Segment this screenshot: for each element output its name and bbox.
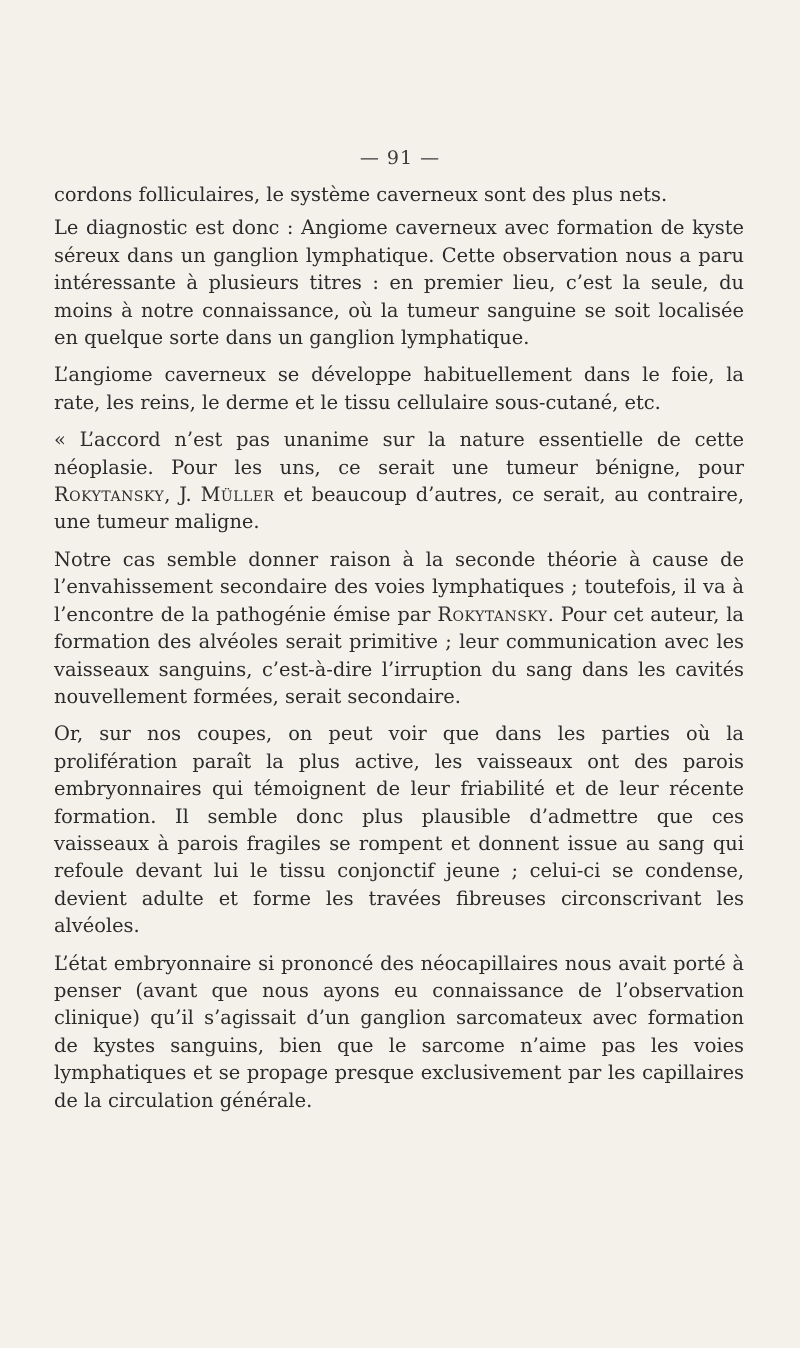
author-name-rokytansky: Rokytansky (437, 602, 548, 626)
paragraph-nature-debate (54, 426, 744, 536)
author-name-rokytansky: Rokytansky (54, 483, 165, 507)
author-name-muller: Müller (200, 483, 275, 507)
paragraph-embryonic-state: L’état embryonnaire si prononcé des néocapillaires nous avait porté à penser (avant que nous ayons eu connaissance de l’observation clinique) qu’il s’agissait d’un ganglion sarcomateux avec formation de kystes sanguins, bien que le sarcome n’aime pas les voies lymphatiques et se propage presque exclusivement par les capillaires de la circulation générale. (54, 951, 744, 1112)
paragraph-diagnosis: Le diagnostic est donc : Angiome caverneux avec formation de kyste séreux dans un ganglion lymphatique. Cette observation nous a paru intéressante à plusieurs titres : en premier lieu, c’est la seule, du moins à notre connaissance, où la tumeur sanguine se soit localisée en quelque sorte dans un ganglion lymphatique. (54, 216, 744, 350)
text-segment: Notre cas semble donner raison à la seconde théorie à cause de l’envahissement secondaire des voies lymphatiques ; toutefois, il va à l’encontre de la pathogénie émise par (54, 547, 744, 626)
paragraph-our-case (54, 546, 744, 710)
page-number: — 91 — (359, 147, 441, 169)
body-text (54, 181, 744, 1124)
text-segment: « L’accord n’est pas unanime sur la nature essentielle de cette néoplasie. Pour les uns, ce serait une tumeur bénigne, pour (54, 428, 744, 479)
text-segment: et beaucoup d’autres, ce serait, au contraire, une tumeur maligne. (54, 483, 744, 534)
paragraph-localization: L’angiome caverneux se développe habituellement dans le foie, la rate, les reins, le derme et le tissu cellulaire sous-cutané, etc. (54, 363, 744, 414)
paragraph-continuation: cordons folliculaires, le système caverneux sont des plus nets. (54, 183, 668, 206)
paragraph-sections: Or, sur nos coupes, on peut voir que dans les parties où la prolifération paraît la plus active, les vaisseaux ont des parois embryonnaires qui témoignent de leur friabilité et de leur récente formation. Il semble donc plus plausible d’admettre que ces vaisseaux à parois fragiles se rompent et donnent issue au sang qui refoule devant lui le tissu conjonctif jeune ; celui-ci se condense, devient adulte et forme les travées fibreuses circonscrivant les alvéoles. (54, 722, 744, 938)
text-segment: . Pour cet auteur, la formation des alvéoles serait primitive ; leur communication avec les vaisseaux sanguins, c’est-à-dire l’irruption du sang dans les cavités nouvellement formées, serait secondaire. (54, 602, 744, 708)
text-segment: , J. (164, 483, 201, 507)
